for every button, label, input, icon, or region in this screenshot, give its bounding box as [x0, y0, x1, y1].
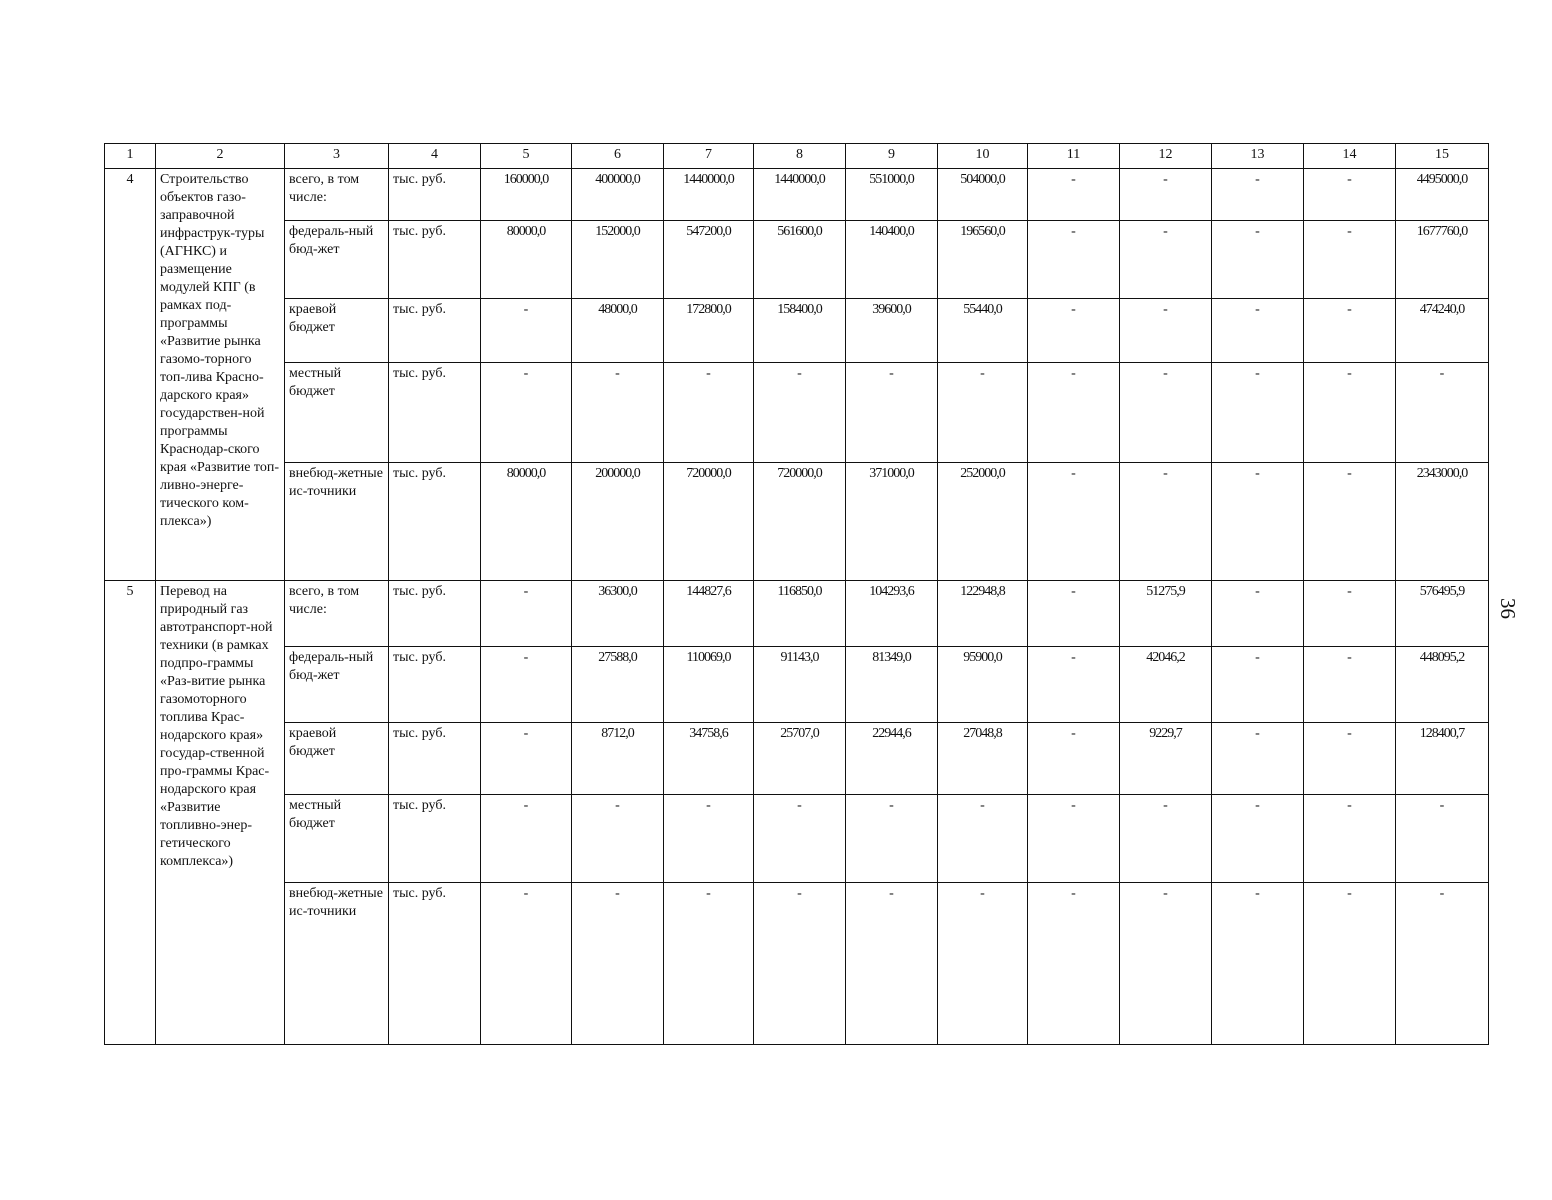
column-number: 4: [389, 144, 481, 169]
value-cell: 110069,0: [664, 647, 754, 723]
funding-source: внебюд-жетные ис-точники: [285, 883, 389, 1045]
value-cell: 25707,0: [754, 723, 846, 795]
value-cell: -: [1028, 299, 1120, 363]
value-cell: -: [1028, 221, 1120, 299]
value-cell: -: [481, 883, 572, 1045]
table-row: [105, 363, 1489, 463]
column-number: 13: [1212, 144, 1304, 169]
value-cell: 51275,9: [1120, 581, 1212, 647]
unit: тыс. руб.: [389, 723, 481, 795]
value-cell: -: [1304, 883, 1396, 1045]
value-cell: -: [664, 883, 754, 1045]
table-row: [105, 795, 1489, 883]
value-cell: 152000,0: [572, 221, 664, 299]
value-cell: -: [1120, 883, 1212, 1045]
value-cell: 91143,0: [754, 647, 846, 723]
value-cell: -: [1120, 463, 1212, 581]
value-cell: -: [1028, 169, 1120, 221]
unit: тыс. руб.: [389, 463, 481, 581]
column-number: 2: [156, 144, 285, 169]
value-cell: -: [1212, 581, 1304, 647]
value-cell: -: [1028, 463, 1120, 581]
value-cell: 160000,0: [481, 169, 572, 221]
value-cell: -: [481, 723, 572, 795]
value-cell: -: [1304, 169, 1396, 221]
column-number: 9: [846, 144, 938, 169]
value-cell: -: [1028, 581, 1120, 647]
item-number: 5: [105, 581, 156, 1045]
value-cell: -: [481, 647, 572, 723]
value-cell: -: [1212, 169, 1304, 221]
value-cell: -: [1304, 363, 1396, 463]
value-cell: -: [938, 883, 1028, 1045]
value-cell: -: [1120, 299, 1212, 363]
value-cell: 200000,0: [572, 463, 664, 581]
value-cell: -: [1304, 463, 1396, 581]
funding-source: местный бюджет: [285, 363, 389, 463]
value-cell: 561600,0: [754, 221, 846, 299]
value-cell: -: [1212, 647, 1304, 723]
value-cell: 474240,0: [1396, 299, 1489, 363]
value-cell: 720000,0: [754, 463, 846, 581]
column-number: 8: [754, 144, 846, 169]
unit: тыс. руб.: [389, 169, 481, 221]
value-cell: -: [481, 581, 572, 647]
table-row: [105, 221, 1489, 299]
value-cell: -: [1304, 299, 1396, 363]
value-cell: -: [481, 795, 572, 883]
table-row: [105, 647, 1489, 723]
column-number: 3: [285, 144, 389, 169]
value-cell: -: [1120, 169, 1212, 221]
unit: тыс. руб.: [389, 647, 481, 723]
value-cell: 27588,0: [572, 647, 664, 723]
table-row: [105, 169, 1489, 221]
value-cell: -: [572, 795, 664, 883]
value-cell: 48000,0: [572, 299, 664, 363]
funding-source: федераль-ный бюд-жет: [285, 221, 389, 299]
value-cell: 8712,0: [572, 723, 664, 795]
unit: тыс. руб.: [389, 221, 481, 299]
header-row: [105, 144, 1489, 169]
unit: тыс. руб.: [389, 883, 481, 1045]
unit: тыс. руб.: [389, 581, 481, 647]
value-cell: 1677760,0: [1396, 221, 1489, 299]
value-cell: 400000,0: [572, 169, 664, 221]
value-cell: 172800,0: [664, 299, 754, 363]
value-cell: -: [754, 363, 846, 463]
value-cell: 252000,0: [938, 463, 1028, 581]
value-cell: 122948,8: [938, 581, 1028, 647]
value-cell: -: [846, 795, 938, 883]
value-cell: -: [1304, 647, 1396, 723]
value-cell: -: [1304, 581, 1396, 647]
value-cell: 551000,0: [846, 169, 938, 221]
column-number: 10: [938, 144, 1028, 169]
value-cell: 34758,6: [664, 723, 754, 795]
value-cell: -: [1212, 299, 1304, 363]
item-number: 4: [105, 169, 156, 581]
value-cell: -: [1212, 363, 1304, 463]
unit: тыс. руб.: [389, 363, 481, 463]
value-cell: 36300,0: [572, 581, 664, 647]
table-row: [105, 299, 1489, 363]
funding-source: местный бюджет: [285, 795, 389, 883]
value-cell: -: [1028, 723, 1120, 795]
value-cell: -: [1212, 221, 1304, 299]
table-row: [105, 723, 1489, 795]
value-cell: 128400,7: [1396, 723, 1489, 795]
value-cell: -: [1212, 723, 1304, 795]
value-cell: -: [1120, 363, 1212, 463]
value-cell: 140400,0: [846, 221, 938, 299]
value-cell: 1440000,0: [664, 169, 754, 221]
unit: тыс. руб.: [389, 795, 481, 883]
value-cell: 80000,0: [481, 463, 572, 581]
table-row: [105, 581, 1489, 647]
column-number: 6: [572, 144, 664, 169]
item-name: Строительство объектов газо-заправочной инфраструк-туры (АГНКС) и размещение модулей КПГ (в рамках под-программы «Развитие рынка газомо-торного топ-лива Красно-дарского края» государствен-ной программы Краснодар-ского края «Развитие топ-ливно-энерге-тического ком-плекса»): [156, 169, 285, 581]
value-cell: -: [1396, 795, 1489, 883]
value-cell: 9229,7: [1120, 723, 1212, 795]
value-cell: -: [1028, 795, 1120, 883]
value-cell: 80000,0: [481, 221, 572, 299]
value-cell: 22944,6: [846, 723, 938, 795]
value-cell: -: [1396, 883, 1489, 1045]
value-cell: 42046,2: [1120, 647, 1212, 723]
value-cell: 576495,9: [1396, 581, 1489, 647]
value-cell: -: [1028, 647, 1120, 723]
item-name: Перевод на природный газ автотранспорт-ной техники (в рамках подпро-граммы «Раз-витие рынка газомоторного топлива Крас-нодарского края» государ-ственной про-граммы Крас-нодарского края «Развитие топливно-энер-гетического комплекса»): [156, 581, 285, 1045]
column-number: 14: [1304, 144, 1396, 169]
page-number: 36: [1496, 598, 1520, 619]
value-cell: 720000,0: [664, 463, 754, 581]
value-cell: -: [1304, 795, 1396, 883]
value-cell: -: [1212, 883, 1304, 1045]
column-number: 11: [1028, 144, 1120, 169]
value-cell: -: [846, 883, 938, 1045]
value-cell: -: [1212, 795, 1304, 883]
value-cell: -: [1028, 363, 1120, 463]
funding-source: федераль-ный бюд-жет: [285, 647, 389, 723]
value-cell: 104293,6: [846, 581, 938, 647]
column-number: 5: [481, 144, 572, 169]
value-cell: -: [754, 795, 846, 883]
value-cell: 2343000,0: [1396, 463, 1489, 581]
value-cell: 158400,0: [754, 299, 846, 363]
value-cell: 116850,0: [754, 581, 846, 647]
table-row: [105, 463, 1489, 581]
value-cell: -: [1028, 883, 1120, 1045]
value-cell: -: [664, 795, 754, 883]
value-cell: -: [572, 883, 664, 1045]
funding-source: внебюд-жетные ис-точники: [285, 463, 389, 581]
value-cell: -: [938, 795, 1028, 883]
value-cell: -: [1120, 795, 1212, 883]
value-cell: 448095,2: [1396, 647, 1489, 723]
value-cell: -: [1212, 463, 1304, 581]
funding-table: [104, 143, 1489, 1045]
value-cell: 55440,0: [938, 299, 1028, 363]
unit: тыс. руб.: [389, 299, 481, 363]
value-cell: 144827,6: [664, 581, 754, 647]
value-cell: -: [1120, 221, 1212, 299]
funding-source: всего, в том числе:: [285, 581, 389, 647]
value-cell: -: [481, 363, 572, 463]
value-cell: -: [1304, 221, 1396, 299]
value-cell: 81349,0: [846, 647, 938, 723]
value-cell: 547200,0: [664, 221, 754, 299]
table-row: [105, 883, 1489, 1045]
column-number: 12: [1120, 144, 1212, 169]
value-cell: -: [481, 299, 572, 363]
value-cell: -: [664, 363, 754, 463]
value-cell: 371000,0: [846, 463, 938, 581]
value-cell: 1440000,0: [754, 169, 846, 221]
column-number: 15: [1396, 144, 1489, 169]
value-cell: -: [846, 363, 938, 463]
funding-source: всего, в том числе:: [285, 169, 389, 221]
column-number: 1: [105, 144, 156, 169]
value-cell: 504000,0: [938, 169, 1028, 221]
value-cell: -: [754, 883, 846, 1045]
column-number: 7: [664, 144, 754, 169]
value-cell: 27048,8: [938, 723, 1028, 795]
value-cell: 95900,0: [938, 647, 1028, 723]
value-cell: 39600,0: [846, 299, 938, 363]
value-cell: -: [938, 363, 1028, 463]
value-cell: 4495000,0: [1396, 169, 1489, 221]
funding-source: краевой бюджет: [285, 299, 389, 363]
value-cell: -: [572, 363, 664, 463]
value-cell: 196560,0: [938, 221, 1028, 299]
funding-source: краевой бюджет: [285, 723, 389, 795]
value-cell: -: [1304, 723, 1396, 795]
value-cell: -: [1396, 363, 1489, 463]
